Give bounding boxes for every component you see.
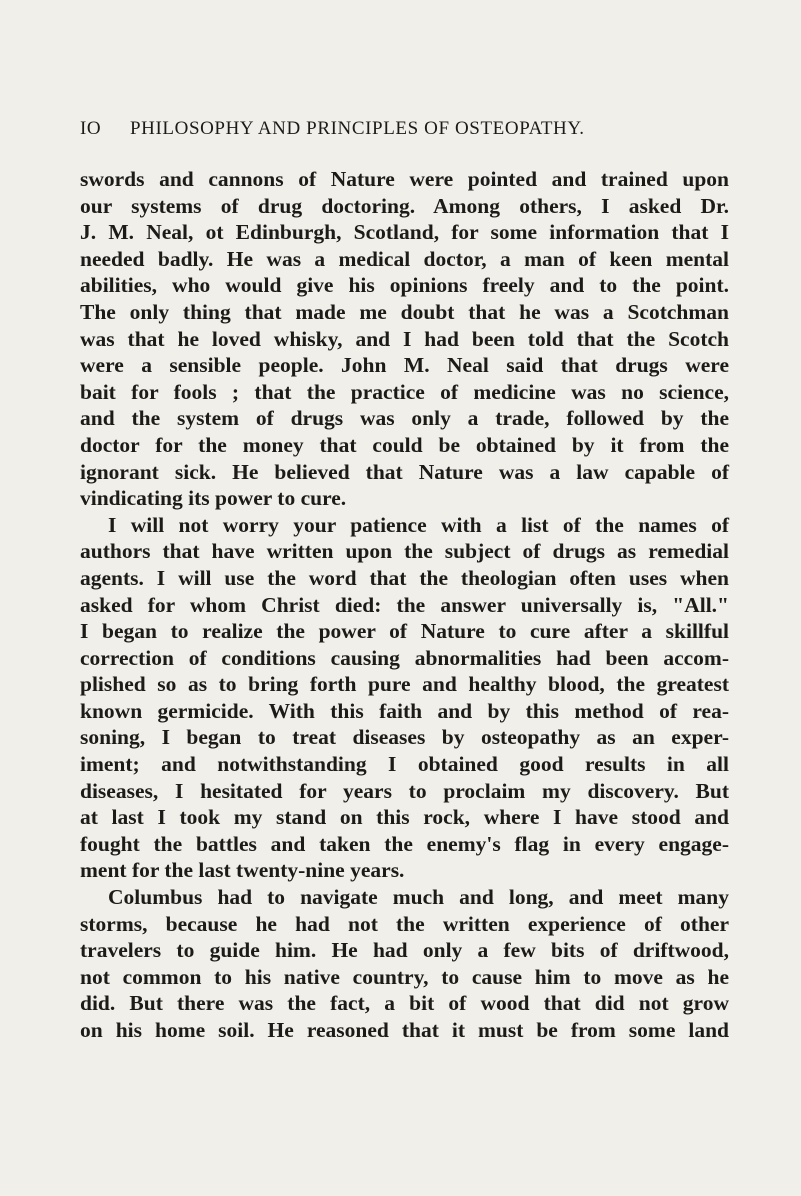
text-line: abilities, who would give his opinions freely and to the point. [80,273,729,298]
text-line: on his home soil. He reasoned that it must be from some land [80,1018,729,1042]
text-line: storms, because he had not the written experience of other [80,911,729,936]
paragraph-start-line: I will not worry your patience with a list of the names of [108,512,729,537]
text-line: travelers to guide him. He had only a few bits of driftwood, [80,938,729,963]
paragraph-start-line: Columbus had to navigate much and long, and meet many [108,885,729,910]
text-line: asked for whom Christ died: the answer universally is, "All." [80,592,729,617]
text-line: authors that have written upon the subject of drugs as remedial [80,539,729,564]
text-line: J. M. Neal, ot Edinburgh, Scotland, for some information that I [80,220,729,245]
text-line: did. But there was the fact, a bit of wood that did not grow [80,991,729,1016]
paragraph-end-line: ment for the last twenty-nine years. [80,858,405,883]
text-line: known germicide. With this faith and by this method of rea- [80,698,729,723]
text-line: fought the battles and taken the enemy's flag in every engage- [80,831,729,856]
text-line: our systems of drug doctoring. Among others, I asked Dr. [80,193,729,218]
body-text [80,166,729,1044]
text-line: was that he loved whisky, and I had been told that the Scotch [80,326,729,351]
running-head [80,118,740,142]
page-number: IO [80,118,102,139]
paragraph-end-line: vindicating its power to cure. [80,486,347,511]
text-line: I began to realize the power of Nature to cure after a skillful [80,619,729,644]
text-line: The only thing that made me doubt that he was a Scotchman [80,299,729,324]
text-line: correction of conditions causing abnormalities had been accom- [80,645,729,670]
running-title: PHILOSOPHY AND PRINCIPLES OF OSTEOPATHY. [130,118,585,139]
text-line: not common to his native country, to cause him to move as he [80,964,729,989]
text-line: at last I took my stand on this rock, where I have stood and [80,805,729,830]
text-line: swords and cannons of Nature were pointed and trained upon [80,167,729,191]
text-line: and the system of drugs was only a trade, followed by the [80,406,729,431]
text-line: iment; and notwithstanding I obtained good results in all [80,752,729,777]
text-line: doctor for the money that could be obtained by it from the [80,432,729,457]
text-line: diseases, I hesitated for years to proclaim my discovery. But [80,778,729,803]
text-line: were a sensible people. John M. Neal said that drugs were [80,353,729,378]
text-line: bait for fools ; that the practice of medicine was no science, [80,379,729,404]
text-line: soning, I began to treat diseases by osteopathy as an exper- [80,725,729,750]
text-line: needed badly. He was a medical doctor, a man of keen mental [80,246,729,271]
text-line: agents. I will use the word that the theologian often uses when [80,565,729,590]
text-line: ignorant sick. He believed that Nature was a law capable of [80,459,729,484]
text-line: plished so as to bring forth pure and healthy blood, the greatest [80,672,729,697]
